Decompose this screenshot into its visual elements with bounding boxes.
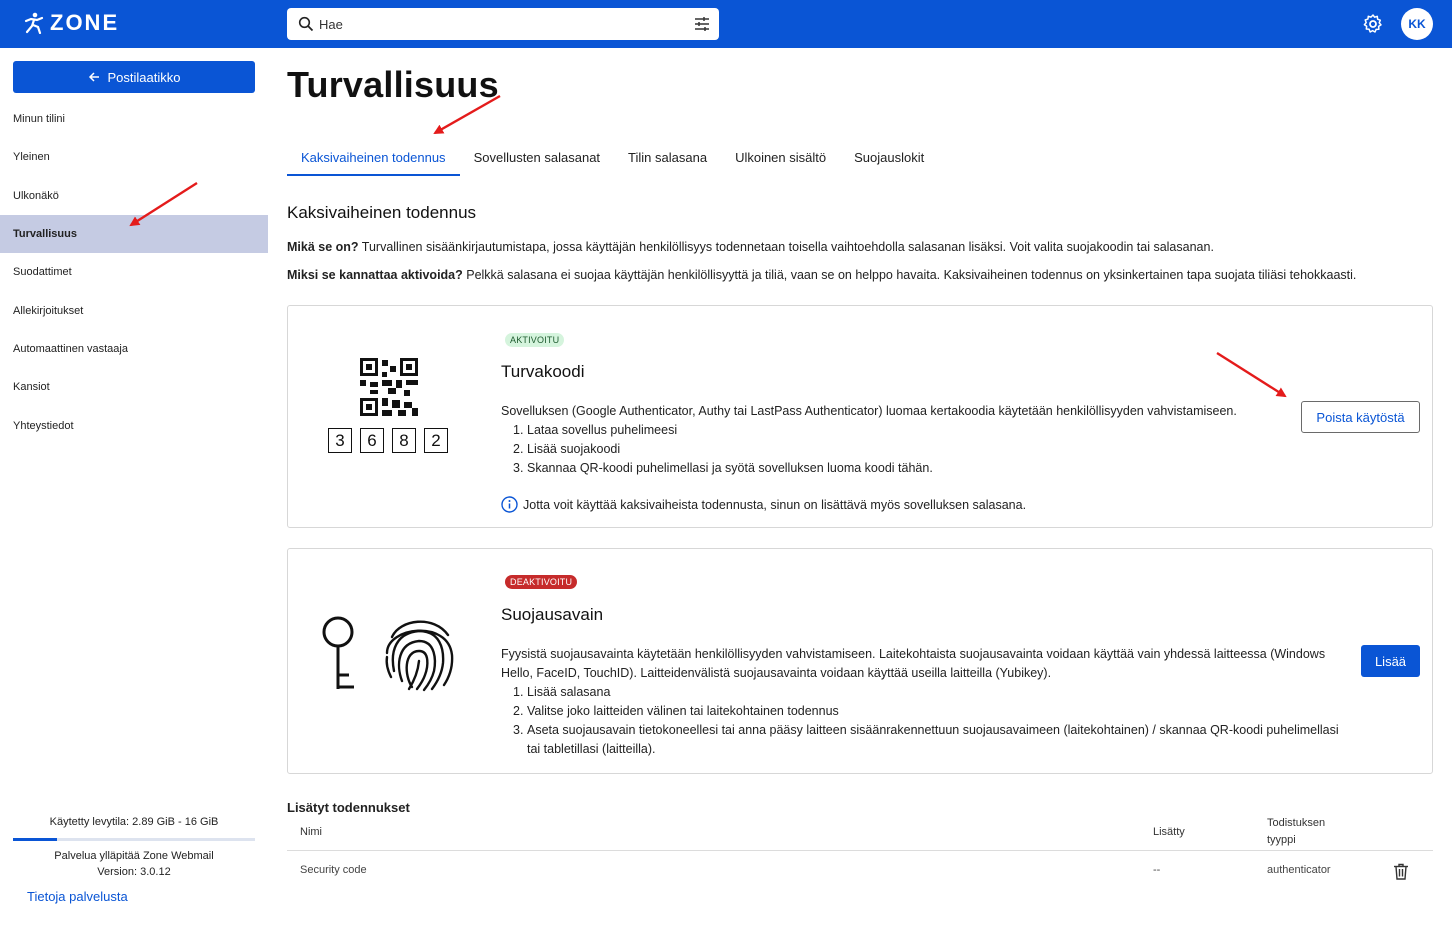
added-methods-title: Lisätyt todennukset (287, 800, 410, 815)
list-item (513, 702, 1339, 721)
row-added-cell: -- (1153, 864, 1161, 876)
sidebar-item-security[interactable]: Turvallisuus (0, 215, 268, 253)
storage-usage-fill (13, 838, 57, 841)
description-line: Fyysistä suojausavainta käytetään henkilöllisyyden vahvistamiseen. Laitekohtaista suojausavainta voidaan käyttää vain yhdessä laitteessa (Windows (501, 647, 1326, 661)
top-bar (0, 0, 1452, 48)
step-number: 3. (513, 461, 524, 475)
logo-text: ZONE (50, 10, 120, 35)
status-badge-activated: AKTIVOITU (505, 333, 564, 347)
tab-account-password[interactable]: Tilin salasana (628, 150, 708, 165)
security-key-card (287, 548, 1433, 774)
row-type-cell: authenticator (1267, 864, 1331, 876)
status-badge-deactivated: DEAKTIVOITU (505, 575, 577, 589)
step-text-continued: tai tabletillasi (laitteilla). (527, 742, 656, 756)
sidebar-item-appearance[interactable]: Ulkonäkö (13, 189, 59, 202)
card-title-security-key: Suojausavain (501, 605, 604, 624)
fingerprint-icon (382, 613, 456, 693)
trash-icon[interactable] (1393, 863, 1409, 880)
list-item (513, 421, 933, 440)
security-code-steps (513, 421, 933, 478)
column-header-type (1267, 815, 1325, 849)
back-to-inbox-button[interactable] (13, 61, 255, 93)
list-item (513, 440, 933, 459)
tune-icon[interactable] (693, 15, 711, 33)
step-number: 1. (513, 423, 524, 437)
tab-two-factor[interactable]: Kaksivaiheinen todennus (287, 141, 460, 176)
zone-logo[interactable] (24, 10, 119, 36)
security-code-description: Sovelluksen (Google Authenticator, Authy tai LastPass Authenticator) luomaa kertakoodia käytetään henkilöllisyyden vahvistamiseen. (501, 404, 1237, 418)
list-item (513, 740, 1339, 759)
what-text: Turvallinen sisäänkirjautumistapa, jossa käyttäjän henkilöllisyys todennetaan toisella vaihtoehdolla salasanan lisäksi. Voit valita suojakoodin tai salasanan. (358, 240, 1214, 254)
what-label: Mikä se on? (287, 240, 359, 254)
step-number: 2. (513, 442, 524, 456)
sidebar-item-folders[interactable]: Kansiot (13, 381, 50, 394)
code-digits (328, 428, 448, 453)
card-title-security-code: Turvakoodi (501, 362, 585, 381)
avatar[interactable]: KK (1401, 8, 1433, 40)
column-header-added: Lisätty (1153, 826, 1185, 838)
table-divider (287, 850, 1433, 851)
code-digit: 6 (360, 428, 384, 453)
storage-usage-bar (13, 838, 255, 841)
storage-usage-text: Käytetty levytila: 2.89 GiB - 16 GiB (49, 816, 219, 828)
column-header-type-line: Todistuksen (1267, 817, 1326, 829)
list-item (513, 721, 1339, 740)
key-icon (321, 615, 357, 691)
sidebar-item-my-account[interactable]: Minun tilini (13, 113, 65, 126)
about-service-link[interactable]: Tietoja palvelusta (27, 889, 128, 904)
tab-app-passwords[interactable]: Sovellusten salasanat (473, 150, 601, 165)
provider-line: Palvelua ylläpitää Zone Webmail (54, 850, 214, 862)
description-line: Hello, FaceID, TouchID). Laitteidenvälistä suojausavainta voidaan käyttää useilla laitteilla (Yubikey). (501, 666, 1052, 680)
info-icon (501, 496, 518, 513)
step-text: Skannaa QR-koodi puhelimellasi ja syötä sovelluksen luoma koodi tähän. (527, 461, 933, 475)
sidebar-item-contacts[interactable]: Yhteystiedot (13, 419, 74, 432)
code-digit: 3 (328, 428, 352, 453)
tab-security-logs[interactable]: Suojauslokit (854, 150, 925, 165)
info-text: Jotta voit käyttää kaksivaiheista todennusta, sinun on lisättävä myös sovelluksen salasana. (523, 497, 1027, 512)
step-number: 3. (513, 723, 524, 737)
why-text: Pelkkä salasana ei suojaa käyttäjän henkilöllisyyttä ja tiliä, vaan se on helppo havaita. Kaksivaiheinen todennus on yksinkertainen tapa suojata tiliäsi tehokkaasti. (462, 268, 1357, 282)
step-number: 2. (513, 704, 524, 718)
arrow-left-icon (88, 71, 100, 83)
list-item (513, 683, 1339, 702)
provider-info (13, 848, 255, 880)
why-activate-paragraph (287, 268, 1356, 282)
settings-nav (0, 100, 268, 445)
row-name-cell: Security code (300, 864, 367, 876)
qr-code-icon (360, 358, 418, 416)
column-header-name: Nimi (300, 826, 322, 838)
code-digit: 2 (424, 428, 448, 453)
what-is-it-paragraph (287, 240, 1214, 254)
code-digit: 8 (392, 428, 416, 453)
security-tabs (287, 141, 938, 177)
search-bar[interactable] (287, 8, 719, 40)
security-code-card (287, 305, 1433, 528)
section-title: Kaksivaiheinen todennus (287, 203, 477, 222)
step-text: Lataa sovellus puhelimeesi (527, 423, 678, 437)
tab-external-content[interactable]: Ulkoinen sisältö (735, 150, 827, 165)
search-icon (298, 16, 314, 32)
list-item (513, 459, 933, 478)
add-security-key-button[interactable]: Lisää (1361, 645, 1420, 677)
step-text: Aseta suojausavain tietokoneellesi tai anna pääsy laitteen sisäänrakennettuun suojausavaimeen (laitekohtainen) / skannaa QR-koodi puhelimellasi (527, 723, 1339, 737)
sidebar-item-signatures[interactable]: Allekirjoitukset (13, 304, 84, 317)
column-header-type-line: tyyppi (1267, 834, 1296, 846)
step-text: Lisää salasana (527, 685, 611, 699)
search-input[interactable] (319, 12, 679, 36)
sidebar-item-auto-reply[interactable]: Automaattinen vastaaja (13, 342, 128, 355)
sidebar-item-general[interactable]: Yleinen (13, 151, 50, 164)
step-text: Lisää suojakoodi (527, 442, 621, 456)
page-title: Turvallisuus (287, 64, 499, 105)
disable-button[interactable]: Poista käytöstä (1301, 401, 1420, 433)
security-key-steps (513, 683, 1339, 759)
step-text: Valitse joko laitteiden välinen tai laitekohtainen todennus (527, 704, 839, 718)
gear-icon[interactable] (1362, 13, 1384, 35)
security-key-description (501, 645, 1325, 683)
sidebar-item-filters[interactable]: Suodattimet (13, 266, 72, 279)
why-label: Miksi se kannattaa aktivoida? (287, 268, 463, 282)
step-number: 1. (513, 685, 524, 699)
version-line: Version: 3.0.12 (97, 866, 171, 878)
back-button-label: Postilaatikko (107, 69, 181, 85)
info-note (501, 496, 1026, 513)
zone-logo-icon (24, 12, 44, 34)
